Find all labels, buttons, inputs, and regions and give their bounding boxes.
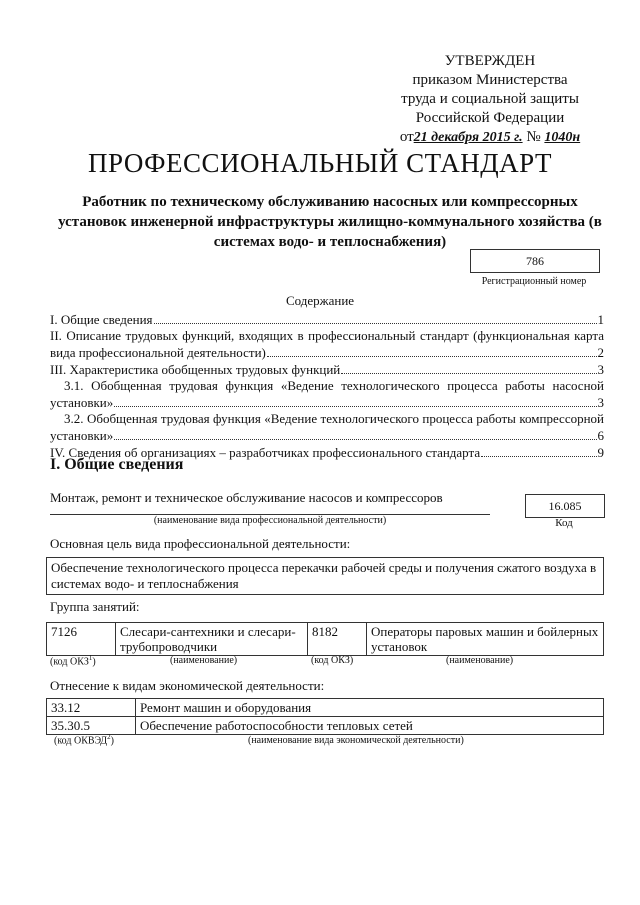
activity-code: 16.085 bbox=[525, 494, 605, 518]
okz-name-caption: (наименование) bbox=[170, 655, 238, 666]
okved-code-cell: 33.12 bbox=[47, 699, 136, 717]
section-title: I. Общие сведения bbox=[50, 456, 184, 473]
table-row bbox=[47, 717, 604, 735]
activity-name: Монтаж, ремонт и техническое обслуживание насосов и компрессоров bbox=[50, 490, 490, 515]
approval-date-line bbox=[380, 128, 600, 147]
group-label: Группа занятий: bbox=[50, 599, 140, 614]
okved-name-cell: Обеспечение работоспособности тепловых сетей bbox=[136, 717, 604, 735]
toc-item-page: 1 bbox=[597, 312, 604, 327]
toc-item-text: вида профессиональной деятельности) bbox=[50, 345, 266, 360]
okz-name-cell: Операторы паровых машин и бойлерных установок bbox=[367, 623, 604, 656]
toc-item-text: III. Характеристика обобщенных трудовых функций bbox=[50, 362, 341, 377]
table-row bbox=[47, 699, 604, 717]
okved-label: Отнесение к видам экономической деятельности: bbox=[50, 678, 325, 693]
okz-code-cell: 7126 bbox=[47, 623, 116, 656]
toc-item-page: 3 bbox=[597, 362, 604, 377]
okz-code-caption: (код ОКЗ$^1$) bbox=[50, 654, 96, 668]
toc-item[interactable] bbox=[50, 311, 604, 328]
table-row bbox=[47, 623, 604, 656]
okved-name-caption: (наименование вида экономической деятельности) bbox=[248, 735, 464, 746]
registration-label: Регистрационный номер bbox=[481, 276, 587, 287]
okved-table bbox=[46, 698, 604, 735]
code-label: Код bbox=[555, 517, 573, 529]
toc-item-text: установки» bbox=[50, 428, 114, 443]
date-prefix: от bbox=[399, 129, 414, 145]
table-of-contents bbox=[50, 311, 604, 461]
toc-item-text: установки» bbox=[50, 395, 114, 410]
handwritten-date: 21 декабря 2015 г. bbox=[413, 130, 523, 145]
toc-item[interactable] bbox=[50, 378, 604, 411]
toc-item[interactable] bbox=[50, 361, 604, 378]
toc-item[interactable] bbox=[50, 328, 604, 361]
toc-item-text: 3.1. Обобщенная трудовая функция «Ведение технологического процесса работы насосной bbox=[64, 378, 604, 393]
occupation-group-table bbox=[46, 622, 604, 656]
okved-name-cell: Ремонт машин и оборудования bbox=[136, 699, 604, 717]
okz-name-cell: Слесари-сантехники и слесари-трубопроводчики bbox=[116, 623, 308, 656]
toc-item-text: I. Общие сведения bbox=[50, 312, 153, 327]
okved-code-cell: 35.30.5 bbox=[47, 717, 136, 735]
okved-code-caption: (код ОКВЭД$^2$) bbox=[54, 733, 114, 747]
toc-item-page: 6 bbox=[597, 428, 604, 443]
goal-text: Обеспечение технологического процесса перекачки рабочей среды и получения сжатого воздуха в системах водо- и теплоснабжения bbox=[46, 557, 604, 595]
page-title: ПРОФЕССИОНАЛЬНЫЙ СТАНДАРТ bbox=[87, 148, 553, 178]
okz-name-caption: (наименование) bbox=[446, 655, 514, 666]
toc-item-text: II. Описание трудовых функций, входящих в профессиональный стандарт (функциональная карта bbox=[50, 328, 604, 343]
toc-heading: Содержание bbox=[285, 293, 355, 308]
toc-item-text: 3.2. Обобщенная трудовая функция «Ведение технологического процесса работы компрессорной bbox=[64, 411, 604, 426]
okz-code-caption: (код ОКЗ) bbox=[311, 655, 354, 666]
toc-item-page: 3 bbox=[597, 395, 604, 410]
toc-item-text: IV. Сведения об организациях – разработчиках профессионального стандарта bbox=[50, 445, 481, 460]
toc-item-page: 2 bbox=[597, 345, 604, 360]
goal-label: Основная цель вида профессиональной деятельности: bbox=[50, 536, 351, 551]
toc-item-page: 9 bbox=[597, 445, 604, 460]
registration-number: 786 bbox=[470, 249, 600, 273]
approval-line-ministry: труда и социальной защиты bbox=[401, 91, 579, 107]
toc-item[interactable] bbox=[50, 411, 604, 444]
okz-code-cell: 8182 bbox=[308, 623, 367, 656]
approval-line-order: приказом Министерства bbox=[412, 72, 568, 88]
number-prefix: № bbox=[526, 129, 541, 145]
standard-subtitle: Работник по техническому обслуживанию насосных или компрессорных установок инженерной инфраструктуры жилищно-коммунального хозяйства (в системах водо- и теплоснабжения) bbox=[58, 194, 602, 250]
approval-line-federation: Российской Федерации bbox=[415, 110, 565, 126]
handwritten-number: 1040н bbox=[544, 130, 581, 145]
approval-block bbox=[380, 52, 600, 147]
activity-caption: (наименование вида профессиональной деятельности) bbox=[153, 515, 387, 526]
approval-heading: УТВЕРЖДЕН bbox=[444, 53, 536, 69]
